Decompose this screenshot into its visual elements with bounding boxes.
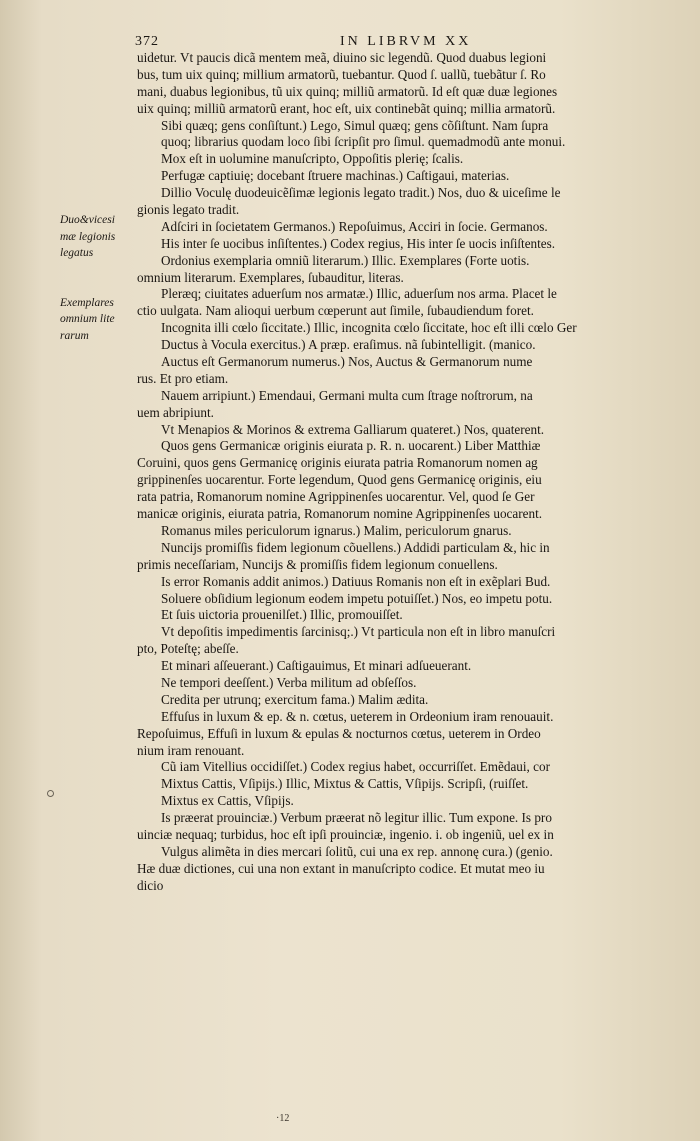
margin-note-line: omnium lite <box>60 313 115 325</box>
text-line: Vt depoſitis impedimentis ſarcinisq;.) Vt particula non eſt in libro manuſcri <box>161 624 556 640</box>
running-title: IN LIBRVM XX <box>340 34 472 49</box>
text-line: Quos gens Germanicæ originis eiurata p. R. n. uocarent.) Liber Matthiæ <box>161 438 541 454</box>
text-line: Coruini, quos gens Germanicę originis eiurata patria Romanorum nomen ag <box>137 455 538 471</box>
text-line: Mixtus ex Cattis, Vſipijs. <box>161 793 294 809</box>
text-line: Et minari aſſeuerant.) Caſtigauimus, Et minari adſueuerant. <box>161 658 472 674</box>
text-line: Is præerat prouinciæ.) Verbum præerat nõ legitur illic. Tum expone. Is pro <box>161 810 552 826</box>
text-line: Perfugæ captiuię; docebant ſtruere machinas.) Caſtigaui, materias. <box>161 168 510 184</box>
text-line: Ductus à Vocula exercitus.) A præp. eraſimus. nã ſubintelligit. (manico. <box>161 337 536 353</box>
text-line: uix quinq; milliũ armatorũ erant, hoc eſt, uix continebãt quinq; millia armatorũ. <box>137 100 556 116</box>
text-line: pto, Poteſtę; abeſſe. <box>137 641 239 657</box>
text-line: Ne tempori deeſſent.) Verba militum ad obſeſſos. <box>161 674 417 690</box>
text-line: Incognita illi cœlo ſiccitate.) Illic, incognita cœlo ſiccitate, hoc eſt illi cœlo Ger <box>161 320 577 336</box>
text-line: manicæ originis, eiurata patria, Romanorum nomine Agrippinenſes uocarent. <box>137 506 543 522</box>
text-line: grippinenſes uocarentur. Forte legendum, Quod gens Germanicę originis, eiu <box>137 472 542 488</box>
text-line: rata patria, Romanorum nomine Agrippinenſes uocarentur. Vel, quod ſe Ger <box>137 489 535 505</box>
margin-note-line: Duo&vicesi <box>60 214 115 226</box>
text-line: Vt Menapios & Morinos & extrema Galliarum quateret.) Nos, quaterent. <box>161 421 545 437</box>
text-line: Hæ duæ dictiones, cui una non extant in manuſcripto codice. Et mutat meo iu <box>137 860 545 876</box>
text-line: gionis legato tradit. <box>137 202 240 218</box>
margin-ornament <box>47 790 54 797</box>
text-line: Nauem arripiunt.) Emendaui, Germani multa cum ſtrage noſtrorum, na <box>161 387 533 403</box>
text-line: Credita per utrunq; exercitum fama.) Malim ædita. <box>161 691 429 707</box>
text-line: Mixtus Cattis, Vſipijs.) Illic, Mixtus & Cattis, Vſipijs. Scripſi, (ruiſſet. <box>161 776 529 792</box>
text-line: Ordonius exemplaria omniũ literarum.) Illic. Exemplares (Forte uotis. <box>161 252 530 268</box>
text-line: uinciæ nequaq; turbidus, hoc eſt ipſi prouinciæ, ingenio. i. ob ingeniũ, uel ex in <box>137 826 554 842</box>
margin-notes <box>60 212 142 377</box>
text-line: Et ſuis uictoria prouenilſet.) Illic, promouiſſet. <box>161 607 403 623</box>
text-line: dicio <box>137 877 164 893</box>
text-line: Pleræq; ciuitates aduerſum nos armatæ.) Illic, aduerſum nos arma. Placet le <box>161 286 557 302</box>
text-line: Cũ iam Vitellius occidiſſet.) Codex regius habet, occurriſſet. Emẽdaui, cor <box>161 759 550 775</box>
text-line: Repoſuimus, Effuſi in luxum & epulas & nocturnos cœtus, ueterem in Ordeo <box>137 725 541 741</box>
text-line: bus, tum uix quinq; millium armatorũ, tuebantur. Quod ſ. uallũ, tuebãtur ſ. Ro <box>137 66 546 82</box>
text-line: Auctus eſt Germanorum numerus.) Nos, Auctus & Germanorum nume <box>161 354 533 370</box>
text-line: rus. Et pro etiam. <box>137 370 229 386</box>
text-line: Romanus miles periculorum ignarus.) Malim, periculorum gnarus. <box>161 522 512 538</box>
text-line: Effuſus in luxum & ep. & n. cœtus, ueterem in Ordeonium iram renouauit. <box>161 708 554 724</box>
text-line: nium iram renouant. <box>137 742 245 758</box>
text-line: Nuncijs promiſſis fidem legionum cõuellens.) Addidi particulam &, hic in <box>161 539 550 555</box>
text-line: Is error Romanis addit animos.) Datiuus Romanis non eſt in exẽplari Bud. <box>161 573 551 589</box>
text-line: Sibi quæq; gens conſiſtunt.) Lego, Simul quæq; gens cõſiſtunt. Nam ſupra <box>161 117 549 133</box>
text-line: Vulgus alimẽta in dies mercari ſolitũ, cui una ex rep. annonę cura.) (genio. <box>161 843 553 859</box>
text-line: Soluere obſidium legionum eodem impetu potuiſſet.) Nos, eo impetu potu. <box>161 590 553 606</box>
text-line: Dillio Voculę duodeuicẽſimæ legionis legato tradit.) Nos, duo & uiceſime le <box>161 185 561 201</box>
text-line: ctio uulgata. Nam alioqui uerbum cœperunt aut ſimile, ſubaudiendum foret. <box>137 303 534 319</box>
text-line: Adſciri in ſocietatem Germanos.) Repoſuimus, Acciri in ſocie. Germanos. <box>161 218 548 234</box>
signature-mark: ·12 <box>276 1113 290 1124</box>
text-line: His inter ſe uocibus inſiſtentes.) Codex regius, His inter ſe uocis inſiſtentes. <box>161 235 556 251</box>
text-line: uidetur. Vt paucis dicã mentem meã, diuino sic legendũ. Quod duabus legioni <box>137 50 547 65</box>
text-line: quoq; librarius quodam loco ſibi ſcripſit pro ſimul. quemadmodũ ante monui. <box>161 134 566 150</box>
text-line: primis neceſſariam, Nuncijs & promiſſis fidem legionum conuellens. <box>137 556 498 572</box>
text-line: omnium literarum. Exemplares, ſubauditur, literas. <box>137 269 404 285</box>
text-line: uem abripiunt. <box>137 404 214 420</box>
margin-note-line: rarum <box>60 329 89 342</box>
margin-note-line: Exemplares <box>60 296 114 309</box>
page-number: 372 <box>135 34 159 49</box>
commentary-text <box>137 50 683 895</box>
text-line: Mox eſt in uolumine manuſcripto, Oppoſitis plerię; ſcalis. <box>161 151 464 167</box>
margin-note-line: legatus <box>60 247 94 259</box>
margin-note <box>60 295 142 345</box>
margin-note <box>60 212 142 262</box>
text-line: mani, duabus legionibus, tũ uix quinq; milliũ armatorũ. Id eſt quæ duæ legiones <box>137 83 558 99</box>
margin-note-line: mæ legionis <box>60 230 116 243</box>
